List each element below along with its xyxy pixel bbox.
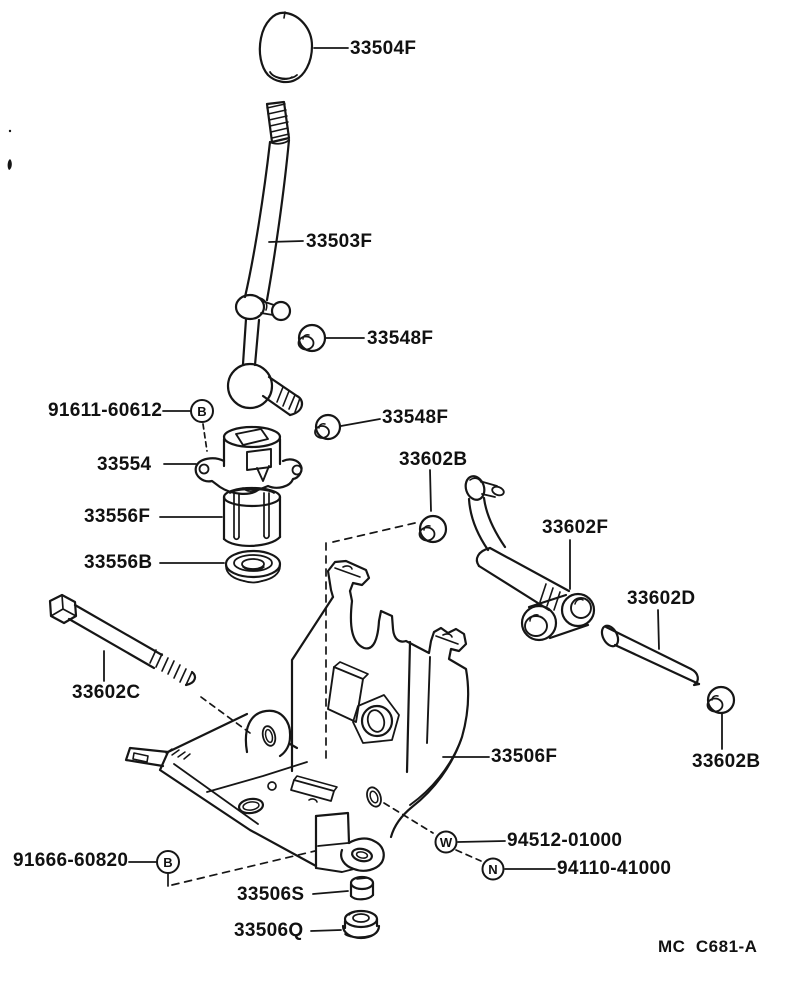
part-label-33506f: 33506F <box>491 746 558 767</box>
leader-33506q <box>311 930 341 931</box>
bushing-33548f-upper-drawing <box>299 325 365 351</box>
callout-b-91666 <box>129 851 315 886</box>
leader-33506s <box>313 891 348 894</box>
figure-code: MC C681-A <box>658 937 758 956</box>
part-label-33503f: 33503F <box>306 231 373 252</box>
leader-33503f <box>269 241 303 242</box>
part-label-33548f-1: 33548F <box>367 328 434 349</box>
part-label-33548f-2: 33548F <box>382 407 449 428</box>
shift-knob-drawing <box>260 12 348 82</box>
bolt-33602c-drawing <box>50 595 250 733</box>
callout-letter-w: W <box>439 835 453 850</box>
grommet-33506q-drawing <box>311 911 379 938</box>
part-label-91666-60820: 91666-60820 <box>13 850 129 871</box>
bushing-33602b-upper-drawing <box>420 470 447 542</box>
leader-33548f-2 <box>341 419 380 426</box>
part-label-33602b-2: 33602B <box>692 751 761 772</box>
part-label-33506s: 33506S <box>237 884 305 905</box>
leader-33602b-1 <box>430 470 431 511</box>
callout-letter-n: N <box>488 862 498 877</box>
cushion-33506s-drawing <box>313 877 373 899</box>
part-label-94512-01000: 94512-01000 <box>507 830 623 851</box>
part-label-33602c: 33602C <box>72 682 141 703</box>
part-label-33602b-1: 33602B <box>399 449 468 470</box>
part-label-33602d: 33602D <box>627 588 696 609</box>
sleeve-33556f-drawing <box>160 488 280 546</box>
shift-lever-drawing <box>228 102 303 415</box>
part-label-91611-60612: 91611-60612 <box>48 400 163 421</box>
bushing-33548f-lower-drawing <box>315 415 380 439</box>
washer-33556b-drawing <box>160 551 280 583</box>
callout-letter-b1: B <box>197 404 207 419</box>
part-label-33504f: 33504F <box>350 38 417 59</box>
leader-33602d <box>658 610 659 649</box>
part-label-33556f: 33556F <box>84 506 151 527</box>
part-label-94110-41000: 94110-41000 <box>557 858 672 879</box>
link-33602f-drawing <box>463 474 594 640</box>
callout-w-94512 <box>384 803 505 861</box>
bushing-33602b-lower-drawing <box>708 687 735 749</box>
pin-33602d-drawing <box>599 610 699 685</box>
callout-letter-b2: B <box>163 855 173 870</box>
part-label-33554: 33554 <box>97 454 152 475</box>
bracket-33506f-drawing <box>126 561 489 872</box>
part-label-33602f: 33602F <box>542 517 609 538</box>
retainer-33554-drawing <box>164 427 302 494</box>
part-label-33556b: 33556B <box>84 552 153 573</box>
part-label-33506q: 33506Q <box>234 920 304 941</box>
scan-specks <box>8 130 12 170</box>
